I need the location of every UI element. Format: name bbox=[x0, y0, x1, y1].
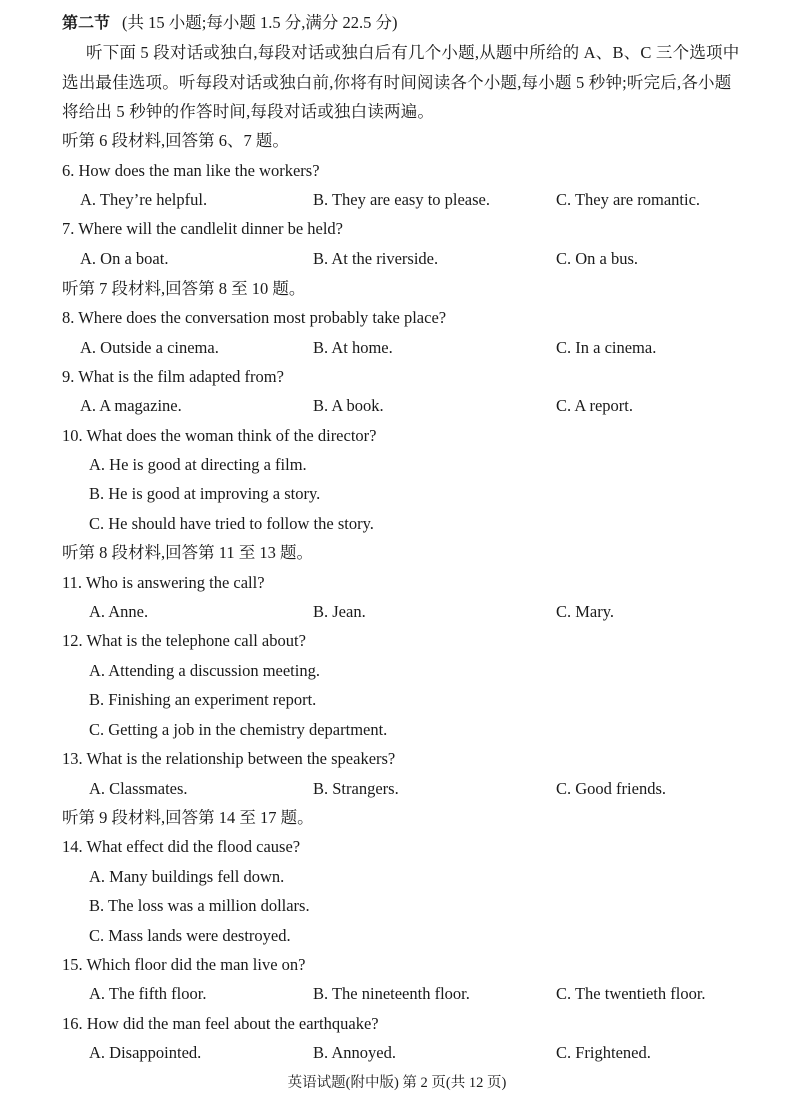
group-heading-6: 听第 6 段材料,回答第 6、7 题。 bbox=[62, 131, 289, 150]
question-16-option-c: C. Frightened. bbox=[556, 1043, 651, 1062]
question-13-stem: 13. What is the relationship between the speakers? bbox=[62, 749, 396, 768]
section-title: 第二节 bbox=[62, 13, 111, 32]
group-heading-9: 听第 9 段材料,回答第 14 至 17 题。 bbox=[62, 808, 314, 827]
question-9-stem: 9. What is the film adapted from? bbox=[62, 367, 284, 386]
question-8-option-a: A. Outside a cinema. bbox=[80, 338, 219, 357]
question-14-stem: 14. What effect did the flood cause? bbox=[62, 837, 301, 856]
question-7-option-b: B. At the riverside. bbox=[313, 249, 439, 268]
question-9-option-b: B. A book. bbox=[313, 396, 384, 415]
question-12-option-b: B. Finishing an experiment report. bbox=[89, 690, 317, 709]
question-7-option-a: A. On a boat. bbox=[80, 249, 169, 268]
question-14-option-a: A. Many buildings fell down. bbox=[89, 867, 285, 886]
question-10-option-b: B. He is good at improving a story. bbox=[89, 484, 321, 503]
instruction-line-1: 听下面 5 段对话或独白,每段对话或独白后有几个小题,从题中所给的 A、B、C 三个选项中 bbox=[86, 43, 740, 62]
instruction-line-3: 将给出 5 秒钟的作答时间,每段对话或独白读两遍。 bbox=[62, 102, 435, 121]
question-11-option-a: A. Anne. bbox=[89, 602, 149, 621]
section-subtitle: (共 15 小题;每小题 1.5 分,满分 22.5 分) bbox=[122, 13, 398, 32]
question-8-option-c: C. In a cinema. bbox=[556, 338, 657, 357]
question-7-option-c: C. On a bus. bbox=[556, 249, 639, 268]
question-16-option-a: A. Disappointed. bbox=[89, 1043, 202, 1062]
group-heading-8: 听第 8 段材料,回答第 11 至 13 题。 bbox=[62, 543, 314, 562]
section-header bbox=[62, 12, 397, 34]
question-11-option-b: B. Jean. bbox=[313, 602, 366, 621]
page-footer: 英语试题(附中版) 第 2 页(共 12 页) bbox=[287, 1075, 507, 1091]
question-15-option-c: C. The twentieth floor. bbox=[556, 984, 706, 1003]
question-15-option-a: A. The fifth floor. bbox=[89, 984, 207, 1003]
question-12-stem: 12. What is the telephone call about? bbox=[62, 631, 306, 650]
question-7-stem: 7. Where will the candlelit dinner be held? bbox=[62, 219, 344, 238]
question-16-option-b: B. Annoyed. bbox=[313, 1043, 396, 1062]
question-14-option-b: B. The loss was a million dollars. bbox=[89, 896, 310, 915]
question-13-option-b: B. Strangers. bbox=[313, 779, 399, 798]
question-10-option-a: A. He is good at directing a film. bbox=[89, 455, 307, 474]
question-11-stem: 11. Who is answering the call? bbox=[62, 573, 265, 592]
question-9-option-a: A. A magazine. bbox=[80, 396, 182, 415]
question-6-option-a: A. They’re helpful. bbox=[80, 190, 208, 209]
question-6-stem: 6. How does the man like the workers? bbox=[62, 161, 320, 180]
question-15-option-b: B. The nineteenth floor. bbox=[313, 984, 470, 1003]
instruction-line-2: 选出最佳选项。听每段对话或独白前,你将有时间阅读各个小题,每小题 5 秒钟;听完后,各小题 bbox=[62, 73, 732, 92]
question-12-option-c: C. Getting a job in the chemistry department. bbox=[89, 720, 388, 739]
question-6-option-c: C. They are romantic. bbox=[556, 190, 701, 209]
question-10-option-c: C. He should have tried to follow the story. bbox=[89, 514, 374, 533]
question-10-stem: 10. What does the woman think of the director? bbox=[62, 426, 377, 445]
question-9-option-c: C. A report. bbox=[556, 396, 633, 415]
question-8-option-b: B. At home. bbox=[313, 338, 393, 357]
question-12-option-a: A. Attending a discussion meeting. bbox=[89, 661, 320, 680]
question-6-option-b: B. They are easy to please. bbox=[313, 190, 491, 209]
question-15-stem: 15. Which floor did the man live on? bbox=[62, 955, 306, 974]
group-heading-7: 听第 7 段材料,回答第 8 至 10 题。 bbox=[62, 279, 306, 298]
question-11-option-c: C. Mary. bbox=[556, 602, 615, 621]
question-13-option-a: A. Classmates. bbox=[89, 779, 188, 798]
question-16-stem: 16. How did the man feel about the earthquake? bbox=[62, 1014, 379, 1033]
question-14-option-c: C. Mass lands were destroyed. bbox=[89, 926, 291, 945]
question-8-stem: 8. Where does the conversation most probably take place? bbox=[62, 308, 447, 327]
question-13-option-c: C. Good friends. bbox=[556, 779, 666, 798]
